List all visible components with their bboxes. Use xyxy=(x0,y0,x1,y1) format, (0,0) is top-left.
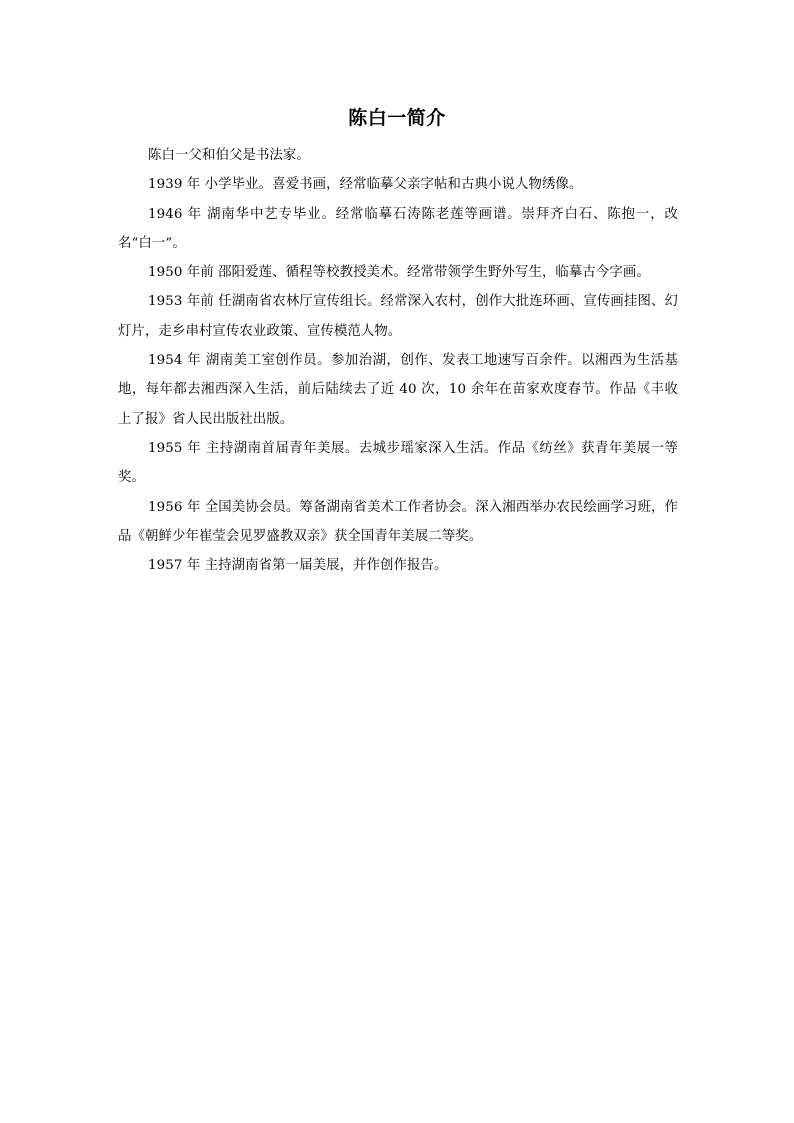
paragraph-1957: 1957 年 主持湖南省第一届美展，并作创作报告。 xyxy=(148,558,448,574)
paragraph-1953: 1953 年前 任湖南省农林厅宣传组长。经常深入农村，创作大批连环画、宣传画挂图、幻灯片，走乡串村宣传农业政策、宣传模范人物。 xyxy=(118,294,678,339)
document-body xyxy=(118,141,678,580)
paragraph-1950: 1950 年前 邵阳爱莲、循程等校教授美术。经常带领学生野外写生，临摹古今字画。 xyxy=(148,265,650,281)
paragraph-1954: 1954 年 湖南美工室创作员。参加治湖，创作、发表工地速写百余件。以湘西为生活基地，每年都去湘西深入生活，前后陆续去了近 40 次，10 余年在苗家欢度春节。作品《丰收上了报》省人民出版社出版。 xyxy=(118,353,678,427)
paragraph-1955: 1955 年 主持湖南首届青年美展。去城步瑶家深入生活。作品《纺丝》获青年美展一等奖。 xyxy=(118,440,678,486)
document-title: 陈白一简介 xyxy=(348,107,446,129)
paragraph-1946: 1946 年 湖南华中艺专毕业。经常临摹石涛陈老莲等画谱。崇拜齐白石、陈抱一，改名“白一”。 xyxy=(118,206,678,251)
paragraph-1939: 1939 年 小学毕业。喜爱书画，经常临摹父亲字帖和古典小说人物绣像。 xyxy=(148,177,583,193)
paragraph-intro: 陈白一父和伯父是书法家。 xyxy=(148,148,310,163)
paragraph-1956: 1956 年 全国美协会员。筹备湖南省美术工作者协会。深入湘西举办农民绘画学习班，作品《朝鲜少年崔莹会见罗盛教双亲》获全国青年美展二等奖。 xyxy=(118,499,678,544)
